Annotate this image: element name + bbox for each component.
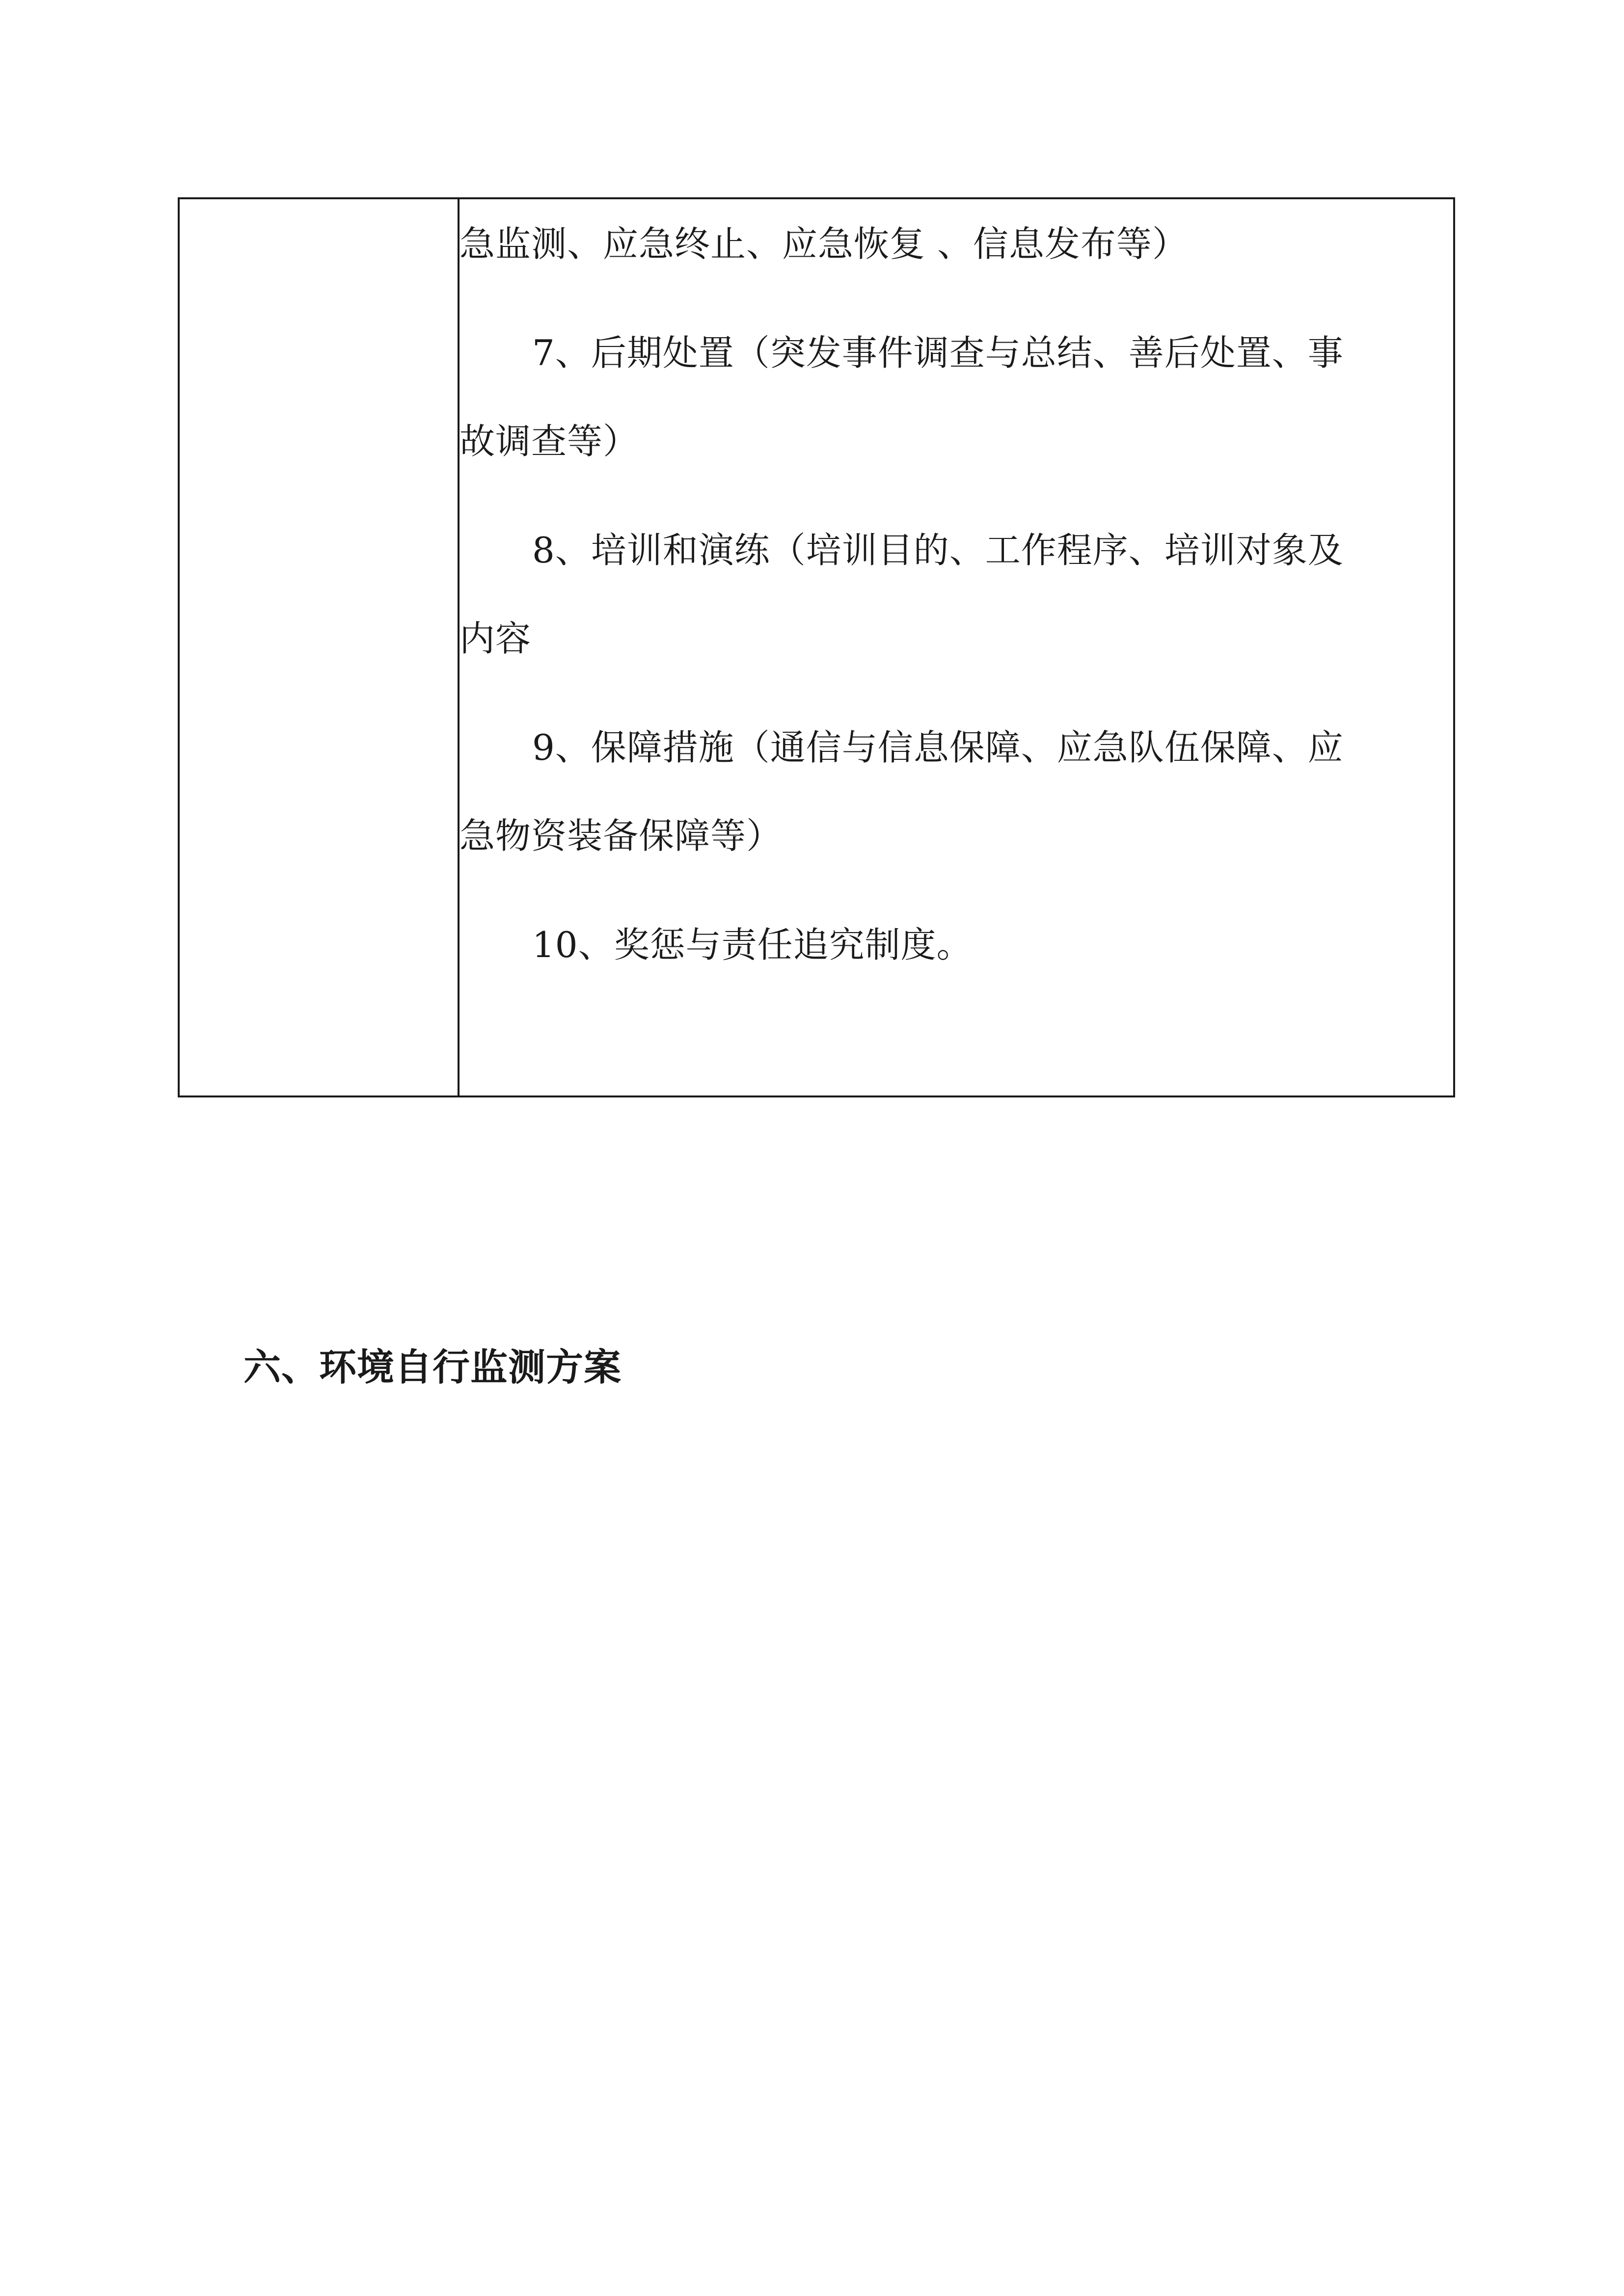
content-table bbox=[178, 197, 1455, 1097]
table-text-line: 急监测、应急终止、应急恢复 、信息发布等） bbox=[460, 223, 1188, 265]
list-item-8-line-2: 内容 bbox=[460, 618, 532, 659]
list-item-9-line-2: 急物资装备保障等） bbox=[460, 815, 783, 856]
list-item-8-line-1: 8、培训和演练（培训目的、工作程序、培训对象及 bbox=[532, 530, 1344, 571]
table-right-cell bbox=[460, 199, 1453, 1095]
table-left-cell bbox=[180, 199, 458, 1095]
list-item-10-line-1: 10、奖惩与责任追究制度。 bbox=[532, 924, 973, 965]
list-item-9-line-1: 9、保障措施（通信与信息保障、应急队伍保障、应 bbox=[532, 727, 1344, 768]
section-heading: 六、环境自行监测方案 bbox=[244, 1345, 622, 1389]
list-item-7-line-1: 7、后期处置（突发事件调查与总结、善后处置、事 bbox=[532, 332, 1344, 374]
list-item-7-line-2: 故调查等） bbox=[460, 421, 639, 462]
